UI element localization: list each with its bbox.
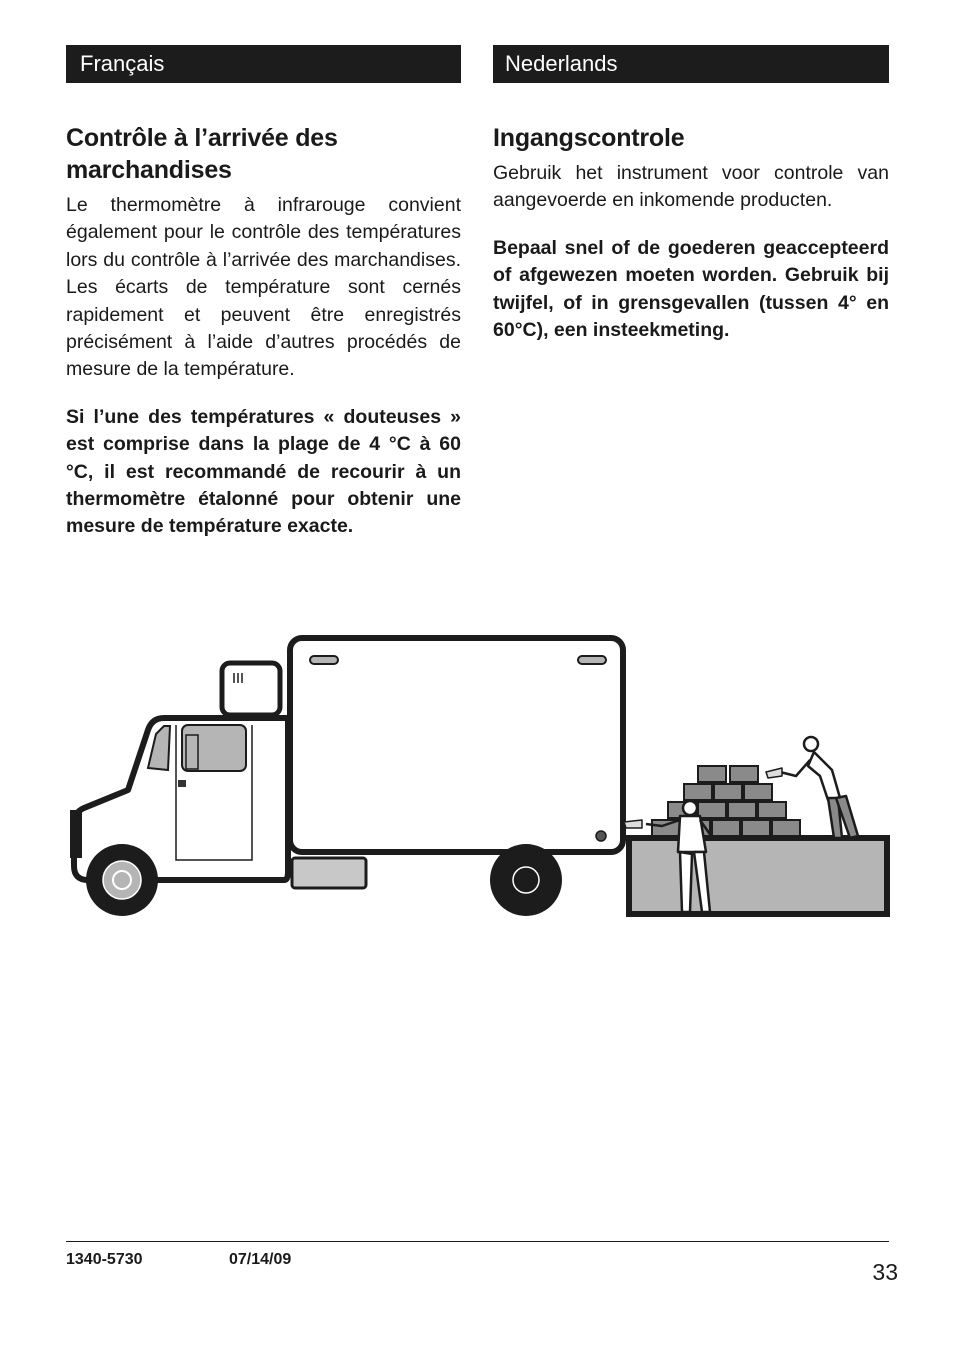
footer-rule bbox=[66, 1241, 889, 1242]
front-wheel bbox=[86, 844, 158, 916]
rear-wheel bbox=[490, 844, 562, 916]
french-title: Contrôle à l’arrivée des marchandises bbox=[66, 124, 338, 184]
french-note: Si l’une des températures « douteuses » est comprise dans la plage de 4 °C à 60 °C, il est recommandé de recourir à un thermomètre étalonné pour obtenir une mesure de température exacte. bbox=[66, 405, 461, 538]
document-date: 07/14/09 bbox=[229, 1251, 292, 1268]
dutch-body-text: Gebruik het instrument voor controle van aangevoerde en inkomende producten. bbox=[493, 162, 889, 212]
truck-delivery-illustration bbox=[66, 630, 891, 922]
cargo-box bbox=[290, 638, 623, 852]
french-body-text: Le thermomètre à infrarouge convient également pour le contrôle des températures lors du contrôle à l’arrivée des marchandises. Les écarts de température sont cernés rapidement et peuvent être enregistrés précisément à l’aide d’autres procédés de mesure de la température. bbox=[66, 194, 461, 381]
dutch-note: Bepaal snel of de goederen geaccepteerd of afgewezen moeten worden. Gebruik bij twijfel, of in grensgevallen (tussen 4° en 60°C), een insteekmeting. bbox=[493, 236, 889, 342]
language-header-french: Français bbox=[66, 45, 461, 83]
dutch-title: Ingangscontrole bbox=[493, 124, 685, 152]
page-number: 33 bbox=[872, 1259, 898, 1285]
refrigeration-unit bbox=[222, 663, 280, 715]
dutch-column bbox=[493, 122, 889, 344]
loading-dock bbox=[629, 838, 887, 914]
document-number: 1340-5730 bbox=[66, 1251, 143, 1268]
fuel-tank bbox=[292, 858, 366, 888]
french-column bbox=[66, 122, 461, 541]
language-header-dutch: Nederlands bbox=[493, 45, 889, 83]
